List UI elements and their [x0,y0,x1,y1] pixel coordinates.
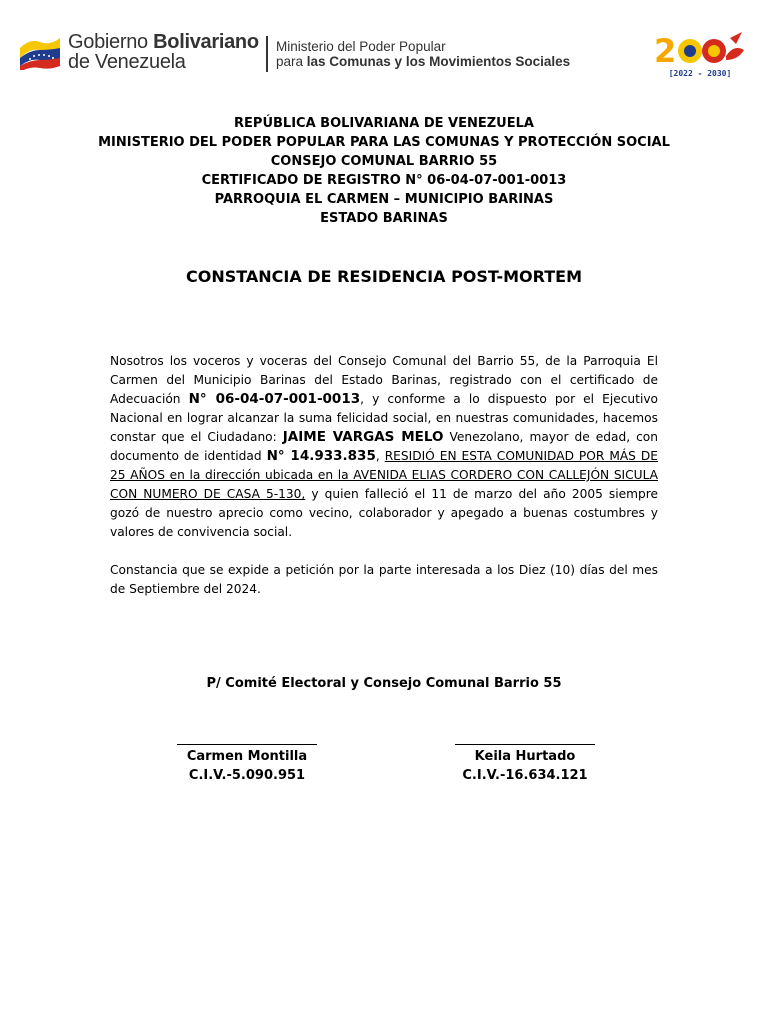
body-text-3: Venezolano, mayor de edad, con documento de identidad [110,430,658,463]
body-paragraph [110,352,658,542]
venezuela-flag-icon [18,34,62,70]
closing-paragraph: Constancia que se expide a petición por la parte interesada a los Diez (10) días del mes de Septiembre del 2024. [110,563,658,596]
document-title: CONSTANCIA DE RESIDENCIA POST-MORTEM [185,267,583,286]
institution-line: CERTIFICADO DE REGISTRO N° 06-04-07-001-0013 [201,173,567,188]
signature-line [177,730,317,745]
institution-line: PARROQUIA EL CARMEN – MUNICIPIO BARINAS [214,192,554,207]
institution-line: REPÚBLICA BOLIVARIANA DE VENEZUELA [234,116,534,131]
signer-name: Carmen Montilla [186,749,308,764]
committee-line: P/ Comité Electoral y Consejo Comunal Barrio 55 [206,676,562,691]
institution-line: CONSEJO COMUNAL BARRIO 55 [270,154,498,169]
ministry-line2-prefix: para [276,54,307,69]
gov-line2: de Venezuela [68,51,186,73]
certificate-number: N° 06-04-07-001-0013 [188,391,361,407]
header-banner [18,30,750,82]
gov-line1-bold: Bolivariano [153,31,259,53]
signature-line [455,730,595,745]
government-name [68,32,259,72]
institution-line: MINISTERIO DEL PODER POPULAR PARA LAS COMUNAS Y PROTECCIÓN SOCIAL [98,135,670,150]
citizen-name: JAIME VARGAS MELO [282,429,444,445]
institution-line: ESTADO BARINAS [320,211,448,226]
body-text-5: y quien falleció el 11 de marzo del año 2005 siempre gozó de nuestro aprecio como vecino, colaborador y apegado a buenas costumbres y valores de convivencia social. [110,487,658,539]
signer-name: Keila Hurtado [474,749,576,764]
signature-block-right [430,730,620,785]
institution-block [0,114,768,228]
gov-line1-prefix: Gobierno [68,31,154,53]
header-separator [266,36,268,72]
ministry-line1: Ministerio del Poder Popular [276,39,446,54]
id-number: N° 14.933.835 [266,448,376,464]
signer-id: C.I.V.-16.634.121 [462,768,588,783]
signer-id: C.I.V.-5.090.951 [188,768,306,783]
ministry-line2-bold: las Comunas y los Movimientos Sociales [306,54,571,69]
body-text-2: , y conforme a lo dispuesto por el Ejecutivo Nacional en lograr alcanzar la suma felicidad social, en nuestras comunidades, hacemos constar que el Ciudadano: [110,392,658,444]
residence-statement: RESIDIÓ EN ESTA COMUNIDAD POR MÁS DE 25 AÑOS en la dirección ubicada en la AVENIDA ELIAS CORDERO CON CALLEJÓN SICULA CON NUMERO DE CASA 5-130, [110,449,658,501]
logo-years: [2022 - 2030] [668,69,732,78]
body-text-4: , [375,449,385,463]
body-text-1: Nosotros los voceros y voceras del Consejo Comunal del Barrio 55, de la Parroquia El Carmen del Municipio Barinas del Estado Barinas, registrado con el certificado de Adecuación [110,354,658,406]
signature-block-left [152,730,342,785]
svg-text:2: 2 [654,32,677,70]
logo-2030-icon [652,30,748,80]
ministry-name [276,39,570,69]
